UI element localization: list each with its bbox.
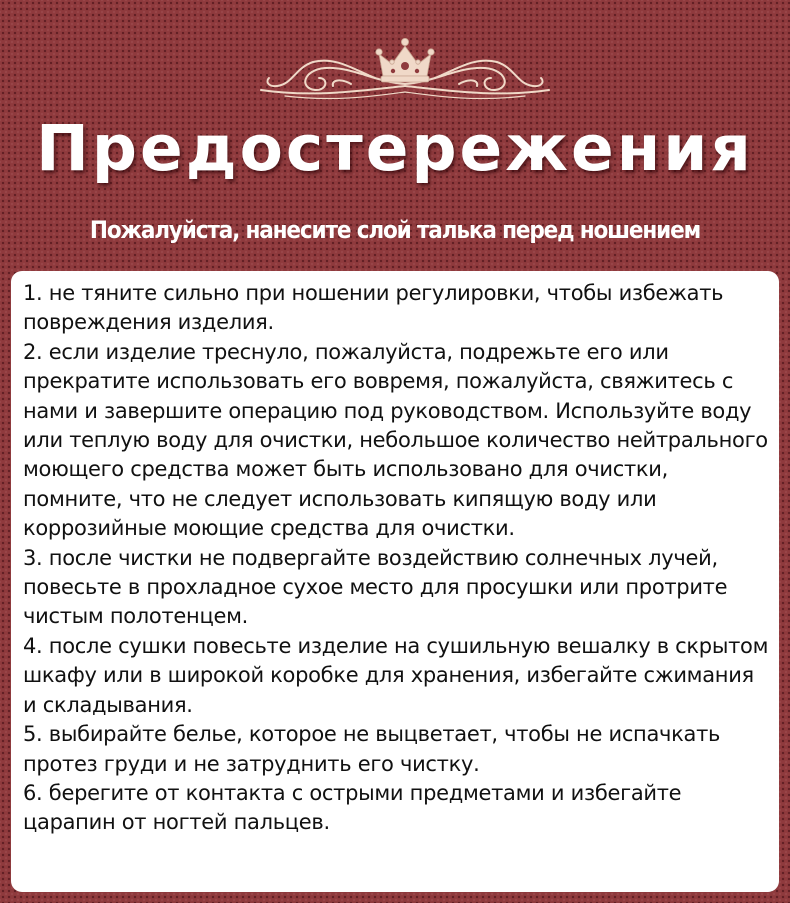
crown-flourish-icon — [255, 26, 555, 108]
instructions-card — [11, 271, 779, 892]
page-title: Предостережения — [36, 112, 754, 185]
instruction-item-5: 5. выбирайте белье, которое не выцветает, чтобы не испачкать протез груди и не затруднить его чистку. — [23, 722, 721, 776]
instruction-item-3: 3. после чистки не подвергайте воздействию солнечных лучей, повесьте в прохладное сухое место для просушки или протрите чистым полотенцем. — [23, 545, 728, 629]
page-subtitle: Пожалуйста, нанесите слой талька перед ношением — [89, 216, 701, 244]
instruction-item-4: 4. после сушки повесьте изделие на сушильную вешалку в скрытом шкафу или в широкой коробке для хранения, избегайте сжимания и складывания. — [23, 633, 769, 717]
instruction-item-1: 1. не тяните сильно при ношении регулировки, чтобы избежать повреждения изделия. — [23, 281, 724, 335]
instruction-item-2: 2. если изделие треснуло, пожалуйста, подрежьте его или прекратите использовать его вовремя, пожалуйста, свяжитесь с нами и завершите операцию под руководством. Используйте воду или теплую воду для очистки, небольшое количество нейтрального моющего средства может быть использовано для очистки, помните, что не следует использовать кипящую воду или коррозийные моющие средства для очистки. — [23, 339, 768, 541]
instruction-item-6: 6. берегите от контакта с острыми предметами и избегайте царапин от ногтей пальцев. — [23, 780, 682, 835]
